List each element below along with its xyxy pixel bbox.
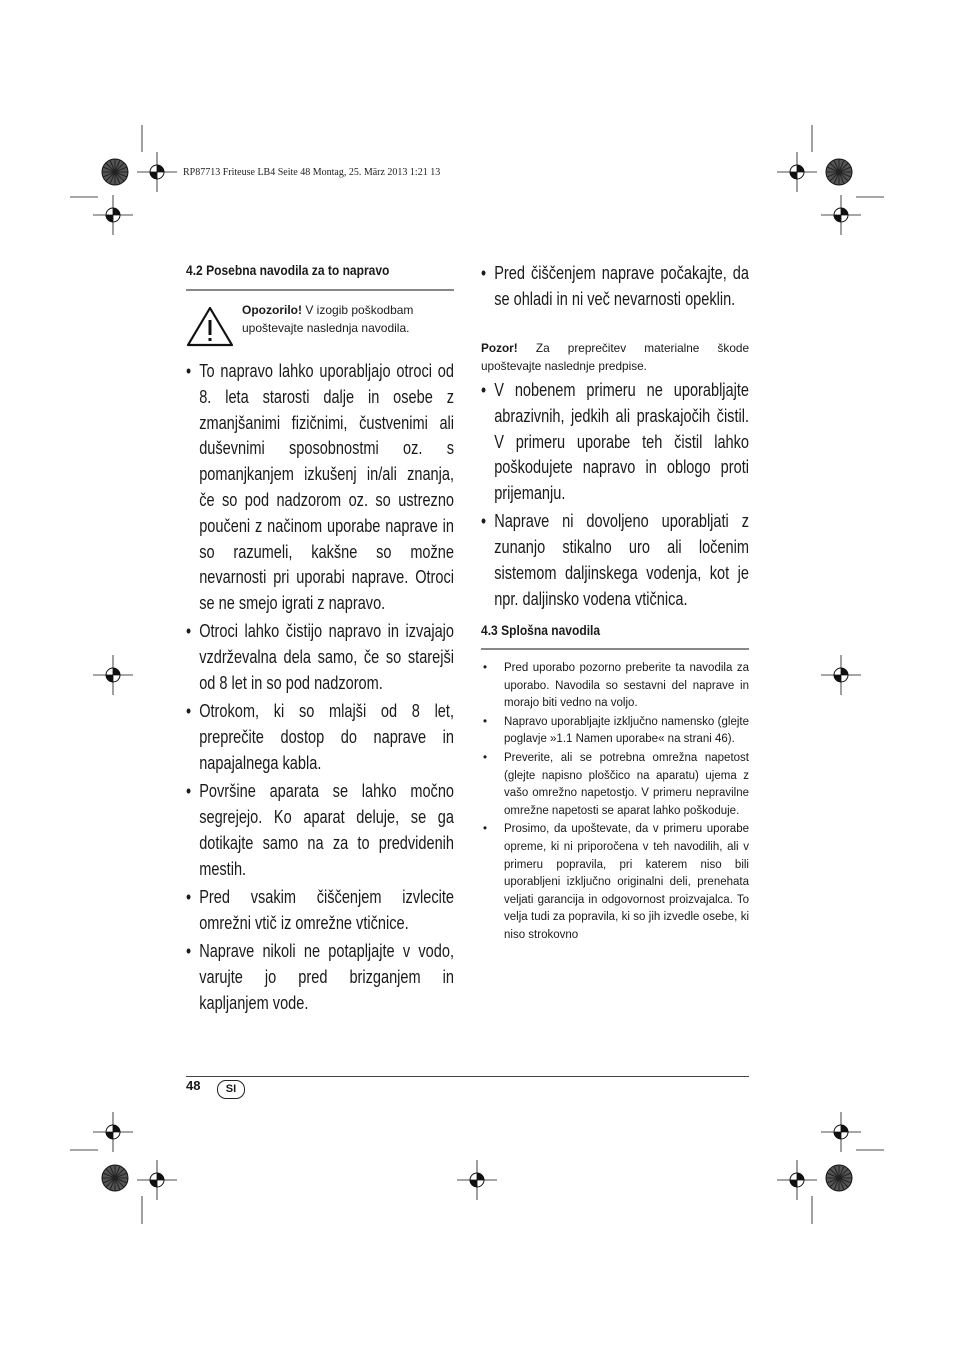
list-item: • Otrokom, ki so mlajši od 8 let, preprečite dostop do naprave in napajalnega kabla. [186,701,454,773]
caution-notice [481,340,749,375]
general-list [481,660,749,946]
footer-rule [186,1076,749,1077]
list-item: • Napravo uporabljajte izključno namensko (glejte poglavje »1.1 Namen uporabe« na strani 46). [483,715,749,746]
heading-rule [481,648,749,650]
list-item: • Naprave nikoli ne potapljajte v vodo, varujte jo pred brizganjem in kapljanjem vode. [186,941,454,1013]
list-item: • Preverite, ali se potrebna omrežna napetost (glejte napisno ploščico na aparatu) ujema z vašo omrežno napetostjo. V primeru nepravilne omrežne napetosti se aparat lahko poškoduje. [483,751,749,817]
list-item: • Pred uporabo pozorno preberite ta navodila za uporabo. Navodila so sestavni del naprave in morajo biti vedno na voljo. [483,662,749,710]
heading-rule [186,289,454,291]
list-item: • Prosimo, da upoštevate, da v primeru uporabe opreme, ki ni priporočena v teh navodilih, ali v primeru popravila, pri katerem niso bili uporabljeni izključno originalni deli, prenehata veljati garancija in odgovornost proizvajalca. To velja tudi za popravila, ki so jih izvedle osebe, ki niso strokovno [483,823,749,941]
warning-label: Opozorilo! [242,303,302,317]
print-header: RP87713 Friteuse LB4 Seite 48 Montag, 25. März 2013 1:21 13 [183,167,441,178]
language-badge: SI [217,1080,245,1099]
list-item: • Pred vsakim čiščenjem izvlecite omrežni vtič iz omrežne vtičnice. [186,886,454,933]
left-bullets [186,359,521,1019]
list-item: • Pred čiščenjem naprave počakajte, da se ohladi in ni več nevarnosti opeklin. [481,263,749,309]
section-heading-4-2: 4.2 Posebna navodila za to napravo [186,262,390,278]
caution-text: Za preprečitev materialne škode upoštevajte naslednje predpise. [481,341,749,373]
page-number: 48 [186,1078,201,1093]
list-item: • To napravo lahko uporabljajo otroci od 8. leta starosti dalje in osebe z zmanjšanimi fizičnimi, čustvenimi ali duševnimi sposobnostmi oz. s pomanjkanjem izkušenj in/ali znanja, če so pod nadzorom oz. so ustrezno poučeni z načinom uporabe naprave in so razumeli, kakšne so možne nevarnosti pri uporabi naprave. Otroci se ne smejo igrati z napravo. [186,361,454,614]
list-item: • Naprave ni dovoljeno uporabljati z zunanjo stikalno uro ali ločenim sistemom daljinskega vodenja, kot je npr. daljinsko vodena vtičnica. [481,511,749,609]
warning-triangle-icon [186,305,234,347]
list-item: • V nobenem primeru ne uporabljajte abrazivnih, jedkih ali praskajočih čistil. V primeru uporabe teh čistil lahko poškodujete napravo in oblogo proti prijemanju. [481,380,749,504]
right-heading-wrap [481,622,749,638]
list-item: • Površine aparata se lahko močno segrejejo. Ko aparat deluje, se ga dotikajte samo na za to predvidenih mestih. [186,781,454,879]
section-heading-4-3: 4.3 Splošna navodila [481,622,601,638]
right-bullets [481,378,816,615]
list-item: • Otroci lahko čistijo napravo in izvajajo vzdrževalna dela samo, če so starejši od 8 let in so pod nadzorom. [186,621,454,694]
left-column [186,262,454,278]
caution-label: Pozor! [481,341,518,355]
warning-notice [242,301,455,337]
warning-text: V izogib poškodbam upoštevajte naslednja navodila. [242,303,414,335]
right-top [481,261,816,315]
